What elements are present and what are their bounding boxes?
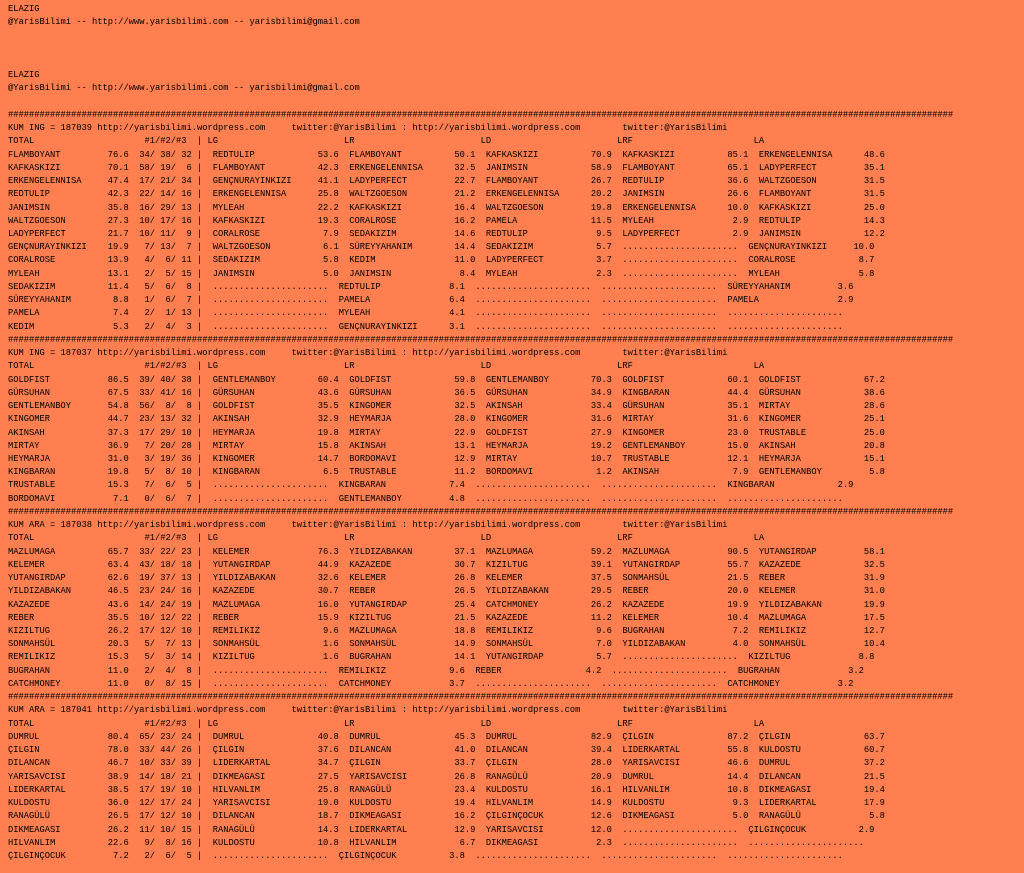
table-row: KIZILTUG 26.2 17/ 12/ 10 | REMILIKIZ 9.6 MAZLUMAGA 18.8 REMILIKIZ 9.6 BUGRAHAN 7.2 REMILIKIZ 12.7 [8, 626, 885, 637]
table-row: ÇILGINÇOCUK 7.2 2/ 6/ 5 | ...................... ÇILGINÇOCUK 3.8 ...................... ...................... ...................... [8, 851, 843, 861]
table-row: SEDAKIZIM 11.4 5/ 6/ 8 | ...................... REDTULIP 8.1 ...................... ...................... SÜREYYAHANIM 3.6 [8, 281, 854, 292]
table-row: KAFKASKIZI 70.1 58/ 19/ 6 | FLAMBOYANT 42.3 ERKENGELENNISA 32.5 JANIMSIN 58.9 FLAMBOYANT 65.1 LADYPERFECT 35.1 [8, 162, 885, 173]
table-row: MAZLUMAGA 65.7 33/ 22/ 23 | KELEMER 76.3 YILDIZABAKAN 37.1 MAZLUMAGA 59.2 MAZLUMAGA 90.5 YUTANGIRDAP 58.1 [8, 546, 885, 557]
separator-line: #################################################################################################################################################################################### [8, 334, 954, 345]
table-row: AKINSAH 37.3 17/ 29/ 10 | HEYMARJA 19.8 MIRTAY 22.9 GOLDFIST 27.9 KINGOMER 23.0 TRUSTABLE 25.0 [8, 427, 885, 438]
table-row: FLAMBOYANT 76.6 34/ 38/ 32 | REDTULIP 53.6 FLAMBOYANT 50.1 KAFKASKIZI 70.9 KAFKASKIZI 85.1 ERKENGELENNISA 48.6 [8, 149, 885, 160]
separator-line: #################################################################################################################################################################################### [8, 109, 954, 120]
table-row: YUTANGIRDAP 62.6 19/ 37/ 13 | YILDIZABAKAN 32.6 KELEMER 26.8 KELEMER 37.5 SONMAHSÜL 21.5 REBER 31.9 [8, 573, 885, 584]
table-row: GENTLEMANBOY 54.8 56/ 8/ 8 | GOLDFIST 35.5 KINGOMER 32.5 AKINSAH 33.4 GÜRSUHAN 35.1 MIRTAY 28.6 [8, 401, 885, 412]
separator-line: #################################################################################################################################################################################### [8, 506, 954, 517]
table-row: RANAGÜLÜ 26.5 17/ 12/ 10 | DILANCAN 18.7 DIKMEAGASI 16.2 ÇILGINÇOCUK 12.6 DIKMEAGASI 5.0 RANAGÜLÜ 5.8 [8, 811, 885, 822]
table-row: MIRTAY 36.9 7/ 20/ 28 | MIRTAY 15.8 AKINSAH 13.1 HEYMARJA 19.2 GENTLEMANBOY 15.0 AKINSAH 20.8 [8, 440, 885, 451]
table-row: SÜREYYAHANIM 8.8 1/ 6/ 7 | ...................... PAMELA 6.4 ...................... ...................... PAMELA 2.9 [8, 295, 854, 306]
table-row: GENÇNURAYINKIZI 19.9 7/ 13/ 7 | WALTZGOESON 6.1 SÜREYYAHANIM 14.4 SEDAKIZIM 5.7 ...................... GENÇNURAYINKIZI 10.0 [8, 242, 875, 253]
table-row: DIKMEAGASI 26.2 11/ 10/ 15 | RANAGÜLÜ 14.3 LIDERKARTAL 12.9 YARISAVCISI 12.0 ...................... ÇILGINÇOCUK 2.9 [8, 824, 875, 835]
table-row: ERKENGELENNISA 47.4 17/ 21/ 34 | GENÇNURAYINKIZI 41.1 LADYPERFECT 22.7 FLAMBOYANT 26.7 REDTULIP 36.6 WALTZGOESON 31.5 [8, 176, 885, 187]
header-contact: @YarisBilimi -- http://www.yarisbilimi.com -- yarisbilimi@gmail.com [8, 83, 360, 94]
column-header-row: TOTAL #1/#2/#3 | LG LR LD LRF LA [8, 361, 765, 372]
table-row: PAMELA 7.4 2/ 1/ 13 | ...................... MYLEAH 4.1 ...................... ...................... ...................... [8, 308, 843, 319]
table-row: KULDOSTU 36.0 12/ 17/ 24 | YARISAVCISI 19.0 KULDOSTU 19.4 HILVANLIM 14.9 KULDOSTU 9.3 LIDERKARTAL 17.9 [8, 798, 885, 809]
table-row: CORALROSE 13.9 4/ 6/ 11 | SEDAKIZIM 5.8 KEDIM 11.0 LADYPERFECT 3.7 ...................... CORALROSE 8.7 [8, 255, 875, 266]
separator-line: #################################################################################################################################################################################### [8, 692, 954, 703]
column-header-row: TOTAL #1/#2/#3 | LG LR LD LRF LA [8, 718, 765, 729]
table-row: MYLEAH 13.1 2/ 5/ 15 | JANIMSIN 5.0 JANIMSIN 8.4 MYLEAH 2.3 ...................... MYLEAH 5.8 [8, 268, 875, 279]
table-row: BORDOMAVI 7.1 0/ 6/ 7 | ...................... GENTLEMANBOY 4.8 ...................... ...................... ...................... [8, 493, 843, 504]
table-row: KEDIM 5.3 2/ 4/ 3 | ...................... GENÇNURAYINKIZI 3.1 ...................... ...................... ...................... [8, 321, 843, 332]
race-sections [8, 110, 953, 861]
table-row: SONMAHSÜL 20.3 5/ 7/ 13 | SONMAHSÜL 1.6 SONMAHSÜL 14.9 SONMAHSÜL 7.0 YILDIZABAKAN 4.0 SONMAHSÜL 10.4 [8, 639, 885, 650]
table-row: HILVANLIM 22.6 9/ 8/ 16 | KULDOSTU 10.8 HILVANLIM 6.7 DIKMEAGASI 2.3 ...................... ...................... [8, 837, 864, 848]
table-row: LADYPERFECT 21.7 10/ 11/ 9 | CORALROSE 7.9 SEDAKIZIM 14.6 REDTULIP 9.5 LADYPERFECT 2.9 JANIMSIN 12.2 [8, 228, 885, 239]
table-row: CATCHMONEY 11.0 0/ 8/ 15 | ...................... CATCHMONEY 3.7 ...................... ...................... CATCHMONEY 3.2 [8, 678, 854, 689]
section-title: KUM ARA = 187041 http://yarisbilimi.wordpress.com twitter:@YarisBilimi : http://yarisbilimi.wordpress.com twitter:@YarisBilimi [8, 705, 728, 716]
table-row: KINGOMER 44.7 23/ 13/ 32 | AKINSAH 32.9 HEYMARJA 28.0 KINGOMER 31.6 MIRTAY 31.6 KINGOMER 25.1 [8, 414, 885, 425]
table-row: WALTZGOESON 27.3 10/ 17/ 16 | KAFKASKIZI 19.3 CORALROSE 16.2 PAMELA 11.5 MYLEAH 2.9 REDTULIP 14.3 [8, 215, 885, 226]
table-row: HEYMARJA 31.0 3/ 19/ 36 | KINGOMER 14.7 BORDOMAVI 12.9 MIRTAY 10.7 TRUSTABLE 12.1 HEYMARJA 15.1 [8, 453, 885, 464]
table-row: KELEMER 63.4 43/ 18/ 18 | YUTANGIRDAP 44.9 KAZAZEDE 30.7 KIZILTUG 39.1 YUTANGIRDAP 55.7 KAZAZEDE 32.5 [8, 559, 885, 570]
table-row: KAZAZEDE 43.6 14/ 24/ 19 | MAZLUMAGA 16.0 YUTANGIRDAP 25.4 CATCHMONEY 26.2 KAZAZEDE 19.9 YILDIZABAKAN 19.9 [8, 599, 885, 610]
table-row: YARISAVCISI 38.9 14/ 18/ 21 | DIKMEAGASI 27.5 YARISAVCISI 26.8 RANAGÜLÜ 20.9 DUMRUL 14.4 DILANCAN 21.5 [8, 771, 885, 782]
table-row: GÜRSUHAN 67.5 33/ 41/ 16 | GÜRSUHAN 43.6 GÜRSUHAN 36.5 GÜRSUHAN 34.9 KINGBARAN 44.4 GÜRSUHAN 38.6 [8, 387, 885, 398]
table-row: REBER 35.5 10/ 12/ 22 | REBER 15.9 KIZILTUG 21.5 KAZAZEDE 11.2 KELEMER 10.4 MAZLUMAGA 17.5 [8, 612, 885, 623]
column-header-row: TOTAL #1/#2/#3 | LG LR LD LRF LA [8, 136, 765, 147]
header-city: ELAZIG [8, 70, 40, 81]
table-row: REDTULIP 42.3 22/ 14/ 16 | ERKENGELENNISA 25.8 WALTZGOESON 21.2 ERKENGELENNISA 20.2 JANIMSIN 26.6 FLAMBOYANT 31.5 [8, 189, 885, 200]
table-row: LIDERKARTAL 38.5 17/ 19/ 10 | HILVANLIM 25.8 RANAGÜLÜ 23.4 KULDOSTU 16.1 HILVANLIM 10.8 DIKMEAGASI 19.4 [8, 784, 885, 795]
table-row: REMILIKIZ 15.3 5/ 3/ 14 | KIZILTUG 1.6 BUGRAHAN 14.1 YUTANGIRDAP 5.7 ...................... KIZILTUG 8.8 [8, 652, 875, 663]
table-row: DUMRUL 80.4 65/ 23/ 24 | DUMRUL 40.8 DUMRUL 45.3 DUMRUL 82.9 ÇILGIN 87.2 ÇILGIN 63.7 [8, 731, 885, 742]
table-row: DILANCAN 46.7 10/ 33/ 39 | LIDERKARTAL 34.7 ÇILGIN 33.7 ÇILGIN 28.0 YARISAVCISI 46.6 DUMRUL 37.2 [8, 758, 885, 769]
section-title: KUM ARA = 187038 http://yarisbilimi.wordpress.com twitter:@YarisBilimi : http://yarisbilimi.wordpress.com twitter:@YarisBilimi [8, 520, 728, 531]
section-title: KUM ING = 187039 http://yarisbilimi.wordpress.com twitter:@YarisBilimi : http://yarisbilimi.wordpress.com twitter:@YarisBilimi [8, 123, 728, 134]
header-contact: @YarisBilimi -- http://www.yarisbilimi.com -- yarisbilimi@gmail.com [8, 17, 360, 28]
table-row: BUGRAHAN 11.0 2/ 4/ 8 | ...................... REMILIKIZ 9.6 REBER 4.2 ...................... BUGRAHAN 3.2 [8, 665, 864, 676]
header-city: ELAZIG [8, 4, 40, 14]
table-row: KINGBARAN 19.8 5/ 8/ 10 | KINGBARAN 6.5 TRUSTABLE 11.2 BORDOMAVI 1.2 AKINSAH 7.9 GENTLEMANBOY 5.8 [8, 467, 885, 478]
table-row: YILDIZABAKAN 46.5 23/ 24/ 16 | KAZAZEDE 30.7 REBER 26.5 YILDIZABAKAN 29.5 REBER 20.0 KELEMER 31.0 [8, 586, 885, 597]
section-title: KUM ING = 187037 http://yarisbilimi.wordpress.com twitter:@YarisBilimi : http://yarisbilimi.wordpress.com twitter:@YarisBilimi [8, 348, 728, 359]
table-row: ÇILGIN 78.0 33/ 44/ 26 | ÇILGIN 37.6 DILANCAN 41.0 DILANCAN 39.4 LIDERKARTAL 55.8 KULDOSTU 60.7 [8, 745, 885, 756]
table-row: TRUSTABLE 15.3 7/ 6/ 5 | ...................... KINGBARAN 7.4 ...................... ...................... KINGBARAN 2.9 [8, 480, 854, 491]
table-row: JANIMSIN 35.8 16/ 29/ 13 | MYLEAH 22.2 KAFKASKIZI 16.4 WALTZGOESON 19.8 ERKENGELENNISA 10.0 KAFKASKIZI 25.0 [8, 202, 885, 213]
column-header-row: TOTAL #1/#2/#3 | LG LR LD LRF LA [8, 533, 765, 544]
table-row: GOLDFIST 86.5 39/ 40/ 38 | GENTLEMANBOY 60.4 GOLDFIST 59.8 GENTLEMANBOY 70.3 GOLDFIST 60.1 GOLDFIST 67.2 [8, 374, 885, 385]
